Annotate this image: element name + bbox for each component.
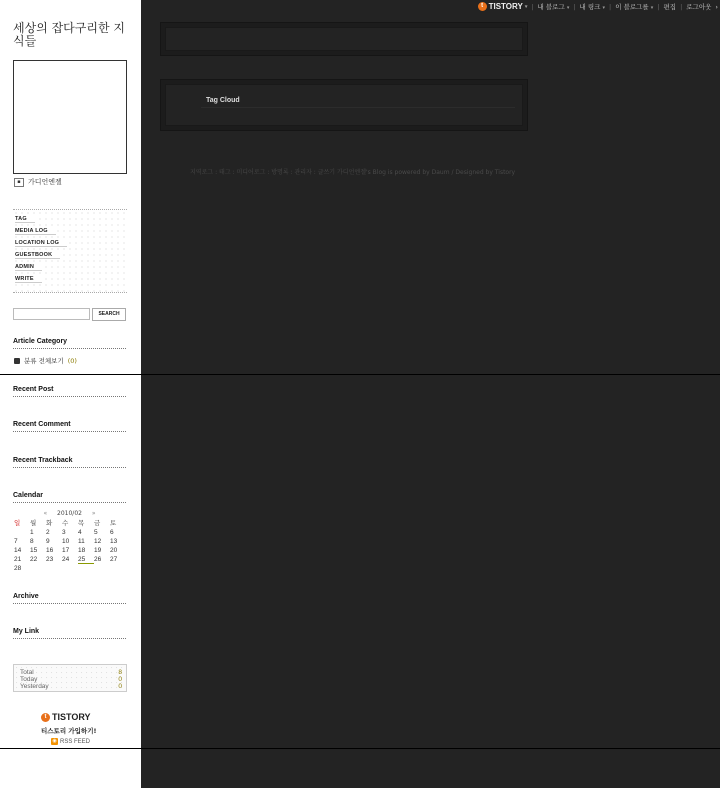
calendar-header — [13, 510, 126, 517]
blog-menu — [13, 209, 127, 293]
search-button[interactable]: SEARCH — [92, 308, 126, 321]
topbar-my-blog-label: 내 블로그 — [537, 3, 565, 11]
calendar-day[interactable]: 8 — [30, 538, 34, 545]
rss-feed-link[interactable] — [51, 738, 90, 745]
menu-location-log[interactable]: LOCATION LOG — [15, 240, 67, 247]
topbar-my-link[interactable] — [580, 2, 606, 11]
calendar-day[interactable]: 4 — [78, 529, 82, 536]
calendar-weekday: 수 — [62, 520, 69, 527]
calendar-day[interactable]: 28 — [14, 565, 22, 572]
calendar-day[interactable]: 3 — [62, 529, 66, 536]
category-count: (0) — [67, 356, 77, 365]
chevron-down-icon: ▾ — [602, 5, 606, 11]
my-link-title: My Link — [13, 628, 126, 639]
calendar-day[interactable]: 22 — [30, 556, 38, 563]
calendar-day[interactable]: 16 — [46, 547, 54, 554]
rss-label: RSS FEED — [60, 738, 91, 745]
tag-cloud-divider — [201, 107, 515, 108]
calendar-week-row — [14, 537, 126, 546]
tistory-logo[interactable] — [41, 712, 91, 722]
archive-title: Archive — [13, 593, 126, 604]
tag-cloud-inner — [165, 84, 523, 126]
calendar-week-row — [14, 528, 126, 537]
sidebar — [0, 0, 141, 788]
tistory-mark-icon: t — [41, 713, 50, 722]
topbar-edit[interactable]: 편집 — [663, 3, 677, 11]
search-input[interactable] — [13, 308, 90, 320]
calendar-weekday: 금 — [94, 520, 101, 527]
counter-yesterday — [20, 683, 122, 690]
folder-icon — [14, 358, 20, 364]
counter-today-value: 0 — [118, 676, 122, 683]
calendar-title: Calendar — [13, 492, 126, 503]
topbar-brand[interactable] — [478, 2, 528, 11]
chevron-down-icon: ▾ — [650, 5, 654, 11]
recent-comment-title: Recent Comment — [13, 421, 126, 432]
top-panel — [160, 22, 528, 56]
counter-total — [20, 669, 122, 676]
join-tistory-link[interactable]: 티스토리 가입하기! — [41, 727, 97, 735]
divider: | — [609, 2, 612, 11]
divider: | — [531, 2, 534, 11]
calendar-week-row — [14, 546, 126, 555]
menu-admin[interactable]: ADMIN — [15, 264, 42, 271]
divider: | — [657, 2, 660, 11]
calendar-day[interactable]: 17 — [62, 547, 70, 554]
calendar-day[interactable]: 12 — [94, 538, 102, 545]
calendar-weekday: 토 — [110, 520, 117, 527]
owner-name: 가디언엔젤 — [28, 178, 62, 186]
blog-title[interactable]: 세상의 잡다구리한 지식들 — [13, 21, 125, 48]
calendar-day — [46, 564, 62, 573]
menu-media-log[interactable]: MEDIA LOG — [15, 228, 56, 235]
menu-guestbook[interactable]: GUESTBOOK — [15, 252, 60, 259]
divider: | — [680, 2, 683, 11]
calendar-day[interactable]: 15 — [30, 547, 38, 554]
topbar-my-link-label: 내 링크 — [579, 3, 601, 11]
divider — [0, 374, 720, 375]
calendar-weekday: 일 — [14, 520, 21, 527]
calendar-day[interactable]: 13 — [110, 538, 118, 545]
calendar-day[interactable]: 20 — [110, 547, 118, 554]
blog-footer: 지역로그 : 태그 : 미디어로그 : 방명록 : 관리자 : 글쓰기 가디언엔젤's Blog is powered by Daum / Designed by Tistory — [190, 169, 516, 176]
recent-trackback-title: Recent Trackback — [13, 457, 126, 468]
tistory-mark-icon: t — [478, 2, 487, 11]
calendar-day[interactable]: 24 — [62, 556, 70, 563]
tistory-topbar — [478, 2, 718, 11]
calendar-month: 2010/02 — [57, 510, 82, 517]
calendar-day[interactable]: 11 — [78, 538, 85, 545]
calendar-day — [110, 564, 126, 573]
calendar-day — [62, 564, 78, 573]
calendar-week-row — [14, 555, 126, 564]
calendar-prev[interactable]: « — [43, 510, 48, 517]
category-all[interactable] — [14, 356, 77, 365]
counter-total-label: Total — [20, 669, 34, 676]
menu-tag[interactable]: TAG — [15, 216, 35, 223]
topbar-logout[interactable]: 로그아웃 — [686, 3, 712, 11]
calendar-next[interactable]: » — [91, 510, 96, 517]
calendar-day[interactable]: 10 — [62, 538, 70, 545]
calendar-day — [78, 564, 94, 573]
article-category-title: Article Category — [13, 338, 126, 349]
calendar-weekday-row — [14, 519, 126, 528]
calendar-day[interactable]: 27 — [110, 556, 118, 563]
menu-write[interactable]: WRITE — [15, 276, 42, 283]
calendar-day[interactable]: 25 — [78, 555, 94, 564]
tag-cloud-title: Tag Cloud — [206, 97, 240, 104]
calendar-weekday: 월 — [30, 520, 37, 527]
calendar-day — [14, 528, 30, 537]
counter-yesterday-label: Yesterday — [20, 683, 49, 690]
calendar-day — [30, 564, 46, 573]
calendar-day[interactable]: 2 — [46, 529, 50, 536]
calendar-day[interactable]: 26 — [94, 556, 102, 563]
visitor-counter — [13, 664, 127, 692]
chevron-right-icon[interactable]: › — [715, 2, 718, 11]
topbar-this-blog-label: 이 블로그를 — [615, 3, 649, 11]
tistory-logo-text: TISTORY — [52, 712, 91, 722]
tag-cloud-panel — [160, 79, 528, 131]
counter-today — [20, 676, 122, 683]
counter-today-label: Today — [20, 676, 38, 683]
calendar-day[interactable]: 1 — [30, 529, 34, 536]
calendar-day[interactable]: 7 — [14, 538, 18, 545]
topbar-this-blog[interactable] — [615, 2, 653, 11]
calendar-day — [94, 564, 110, 573]
chevron-down-icon: ▾ — [566, 5, 570, 11]
calendar-day[interactable]: 9 — [46, 538, 50, 545]
calendar-week-row — [14, 564, 126, 573]
calendar-grid — [14, 519, 126, 573]
calendar-day[interactable]: 14 — [14, 547, 22, 554]
topbar-my-blog[interactable] — [538, 2, 570, 11]
counter-total-value: 8 — [118, 669, 122, 676]
calendar-weekday: 화 — [46, 520, 53, 527]
counter-yesterday-value: 0 — [118, 683, 122, 690]
top-panel-inner — [165, 27, 523, 51]
calendar-day[interactable]: 23 — [46, 556, 54, 563]
divider — [0, 748, 720, 749]
rss-icon: ◉ — [52, 738, 57, 744]
calendar-day[interactable]: 6 — [110, 529, 114, 536]
profile-owner[interactable] — [14, 177, 62, 187]
calendar-day[interactable]: 21 — [14, 556, 22, 563]
profile-image — [13, 60, 127, 174]
profile-card-icon: ▪ — [14, 178, 24, 187]
calendar-day[interactable]: 18 — [78, 547, 86, 554]
category-label: 분류 전체보기 — [24, 357, 64, 365]
calendar-day[interactable]: 19 — [94, 547, 102, 554]
recent-post-title: Recent Post — [13, 386, 126, 397]
chevron-down-icon: ▾ — [524, 3, 528, 10]
divider: | — [573, 2, 576, 11]
topbar-brand-text: TISTORY — [488, 2, 523, 11]
calendar-weekday: 목 — [78, 520, 85, 527]
calendar-day[interactable]: 5 — [94, 529, 98, 536]
